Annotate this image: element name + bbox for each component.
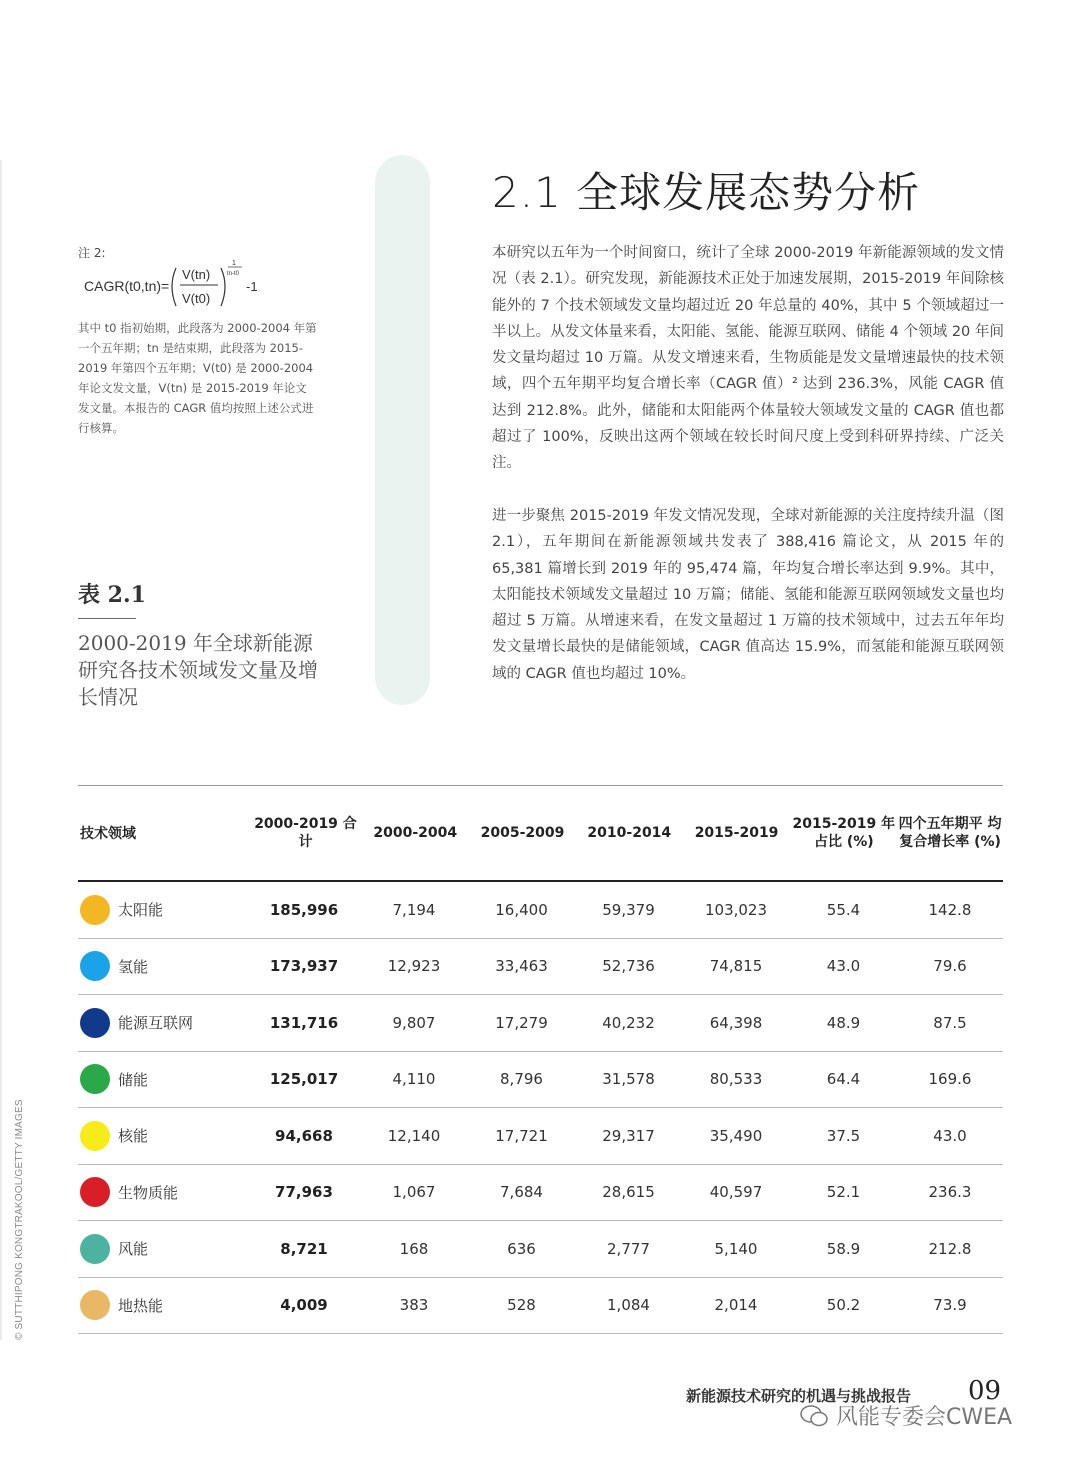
cell-share: 50.2 (826, 1296, 861, 1315)
cell-share: 55.4 (826, 900, 861, 919)
cell-2000-2004: 383 (399, 1296, 429, 1315)
table-row (78, 939, 1003, 996)
cell-share: 64.4 (826, 1070, 861, 1089)
paragraph-1: 本研究以五年为一个时间窗口，统计了全球 2000-2019 年新能源领域的发文情况（表 2.1）。研究发现，新能源技术正处于加速发展期，2015-2019 年间除核能外的 7 个技术领域发文量均超过近 20 年总量的 40%，其中 5 个领域超过一半以上。从发文体量来看，太阳能、氢能、能源互联网、储能 4 个领域 20 年间发文量均超过 10 万篇。从发文增速来看，生物质能是发文量增速最快的技术领域，四个五年期平均复合增长率（CAGR 值）² 达到 236.3%，风能 CAGR 值达到 212.8%。此外，储能和太阳能两个体量较大领域发文量的 CAGR 值也都超过了 100%，反映出这两个领域在较长时间尺度上受到科研界持续、广泛关注。 (492, 245, 1004, 472)
cell-2015-2019: 2,014 (714, 1296, 758, 1315)
table-row (78, 1108, 1003, 1165)
paragraph-2: 进一步聚焦 2015-2019 年发文情况发现，全球对新能源的关注度持续升温（图 2.1），五年期间在新能源领域共发表了 388,416 篇论文，从 2015 年的 65,381 篇增长到 2019 年的 95,474 篇，年均复合增长率达到 9.9%。其中，太阳能技术领域发文量超过 10 万篇；储能、氢能和能源互联网领域发文量也均超过 5 万篇。从增速来看，在发文量超过 1 万篇的技术领域中，过去五年年均发文量增长最快的是储能领域，CAGR 值高达 15.9%，而氢能和能源互联网领域的 CAGR 值也均超过 10%。 (492, 508, 1004, 682)
note-label: 注 2: (78, 246, 106, 260)
table-header-row (78, 786, 1003, 882)
cell-2005-2009: 636 (507, 1239, 536, 1258)
domain-name: 太阳能 (118, 901, 164, 920)
cell-2000-2004: 12,140 (387, 1126, 441, 1145)
cell-total: 131,716 (269, 1013, 339, 1032)
cell-2015-2019: 40,597 (709, 1183, 763, 1202)
cell-2010-2014: 2,777 (607, 1239, 650, 1258)
cell-share: 48.9 (826, 1013, 861, 1032)
table-caption: 2000-2019 年全球新能源研究各技术领域发文量及增长情况 (78, 631, 318, 709)
domain-name: 风能 (118, 1240, 149, 1259)
cell-2005-2009: 17,279 (495, 1013, 548, 1032)
formula-numerator: V(tn) (182, 267, 211, 282)
table-row (78, 1221, 1003, 1278)
cell-domain (78, 1008, 248, 1038)
cell-total: 94,668 (275, 1126, 333, 1145)
cell-cagr: 169.6 (928, 1070, 972, 1089)
table-row (78, 1052, 1003, 1109)
cell-total: 77,963 (275, 1183, 333, 1202)
cell-2000-2004: 12,923 (387, 957, 441, 976)
cell-domain (78, 1064, 248, 1094)
cell-cagr: 212.8 (928, 1239, 972, 1258)
table-row (78, 882, 1003, 939)
cell-2015-2019: 103,023 (704, 900, 768, 919)
domain-name: 生物质能 (118, 1183, 179, 1202)
cell-share: 52.1 (826, 1183, 861, 1202)
cell-2000-2004: 168 (399, 1239, 429, 1258)
header-period-3: 2010-2014 (587, 825, 672, 841)
cell-cagr: 43.0 (933, 1126, 967, 1145)
table-row (78, 1278, 1003, 1335)
cell-total: 4,009 (280, 1296, 328, 1315)
watermark-text: 风能专委会CWEA (836, 1405, 1013, 1430)
cell-2005-2009: 528 (507, 1296, 536, 1315)
cell-cagr: 73.9 (933, 1296, 967, 1315)
domain-name: 储能 (118, 1070, 149, 1089)
domain-color-dot (80, 895, 110, 925)
cell-domain (78, 895, 248, 925)
cell-domain (78, 951, 248, 981)
cell-total: 125,017 (269, 1070, 339, 1089)
formula-exp-numerator: 1 (232, 260, 236, 267)
data-table (78, 785, 1003, 1334)
domain-color-dot (80, 1234, 110, 1264)
cell-total: 185,996 (269, 900, 339, 919)
cell-2010-2014: 29,317 (602, 1126, 655, 1145)
decorative-pill (375, 155, 430, 705)
cell-domain (78, 1177, 248, 1207)
cell-domain (78, 1290, 248, 1320)
domain-color-dot (80, 1064, 110, 1094)
formula-exp-denominator: tn-t0 (227, 271, 240, 277)
watermark (800, 1400, 1012, 1431)
cell-share: 43.0 (826, 957, 861, 976)
cell-2010-2014: 52,736 (602, 957, 655, 976)
domain-color-dot (80, 1290, 110, 1320)
cell-2015-2019: 80,533 (709, 1070, 763, 1089)
header-period-1: 2000-2004 (373, 825, 458, 841)
cell-2005-2009: 17,721 (495, 1126, 548, 1145)
cell-2005-2009: 7,684 (500, 1183, 543, 1202)
cagr-formula (84, 256, 274, 315)
cell-share: 37.5 (826, 1126, 861, 1145)
wechat-icon (800, 1405, 828, 1427)
cell-2005-2009: 16,400 (495, 900, 548, 919)
cell-2005-2009: 33,463 (495, 957, 548, 976)
cell-2010-2014: 1,084 (607, 1296, 650, 1315)
domain-name: 氢能 (118, 957, 149, 976)
cell-2015-2019: 5,140 (714, 1239, 758, 1258)
cell-cagr: 79.6 (933, 957, 967, 976)
page-number: 09 (968, 1376, 1002, 1406)
cell-cagr: 142.8 (928, 900, 972, 919)
domain-name: 核能 (118, 1127, 149, 1146)
cell-total: 8,721 (280, 1239, 328, 1258)
formula-tail: -1 (246, 279, 258, 294)
domain-color-dot (80, 1177, 110, 1207)
page-edge-line (0, 160, 2, 1340)
cell-domain (78, 1121, 248, 1151)
domain-color-dot (80, 1121, 110, 1151)
cell-2010-2014: 59,379 (602, 900, 655, 919)
formula-denominator: V(t0) (182, 291, 211, 306)
cell-2000-2004: 4,110 (392, 1070, 436, 1089)
header-total: 2000-2019 合计 (254, 816, 357, 850)
domain-name: 地热能 (118, 1296, 164, 1315)
section-title: 2.1 全球发展态势分析 (492, 168, 921, 217)
photo-credit: © SUTTHIPONG KONGTRAKOOL/GETTY IMAGES (14, 1099, 25, 1340)
cell-total: 173,937 (269, 957, 339, 976)
header-period-2: 2005-2009 (480, 825, 565, 841)
cell-2000-2004: 7,194 (392, 900, 436, 919)
caption-rule (78, 618, 136, 619)
cell-2015-2019: 35,490 (709, 1126, 763, 1145)
cell-2000-2004: 1,067 (392, 1183, 436, 1202)
cell-2005-2009: 8,796 (500, 1070, 543, 1089)
cell-cagr: 87.5 (933, 1013, 967, 1032)
note-text: 其中 t0 指初始期，此段落为 2000-2004 年第一个五年期；tn 是结束期，此段落为 2015-2019 年第四个五年期；V(t0) 是 2000-2004 年论文发文量，V(tn) 是 2015-2019 年论文发文量。本报告的 CAGR 值均按照上述公式进行核算。 (78, 321, 317, 435)
cell-2010-2014: 31,578 (602, 1070, 655, 1089)
cell-domain (78, 1234, 248, 1264)
footer-report-title: 新能源技术研究的机遇与挑战报告 (686, 1387, 912, 1405)
header-share: 2015-2019 年 占比 (%) (792, 816, 896, 850)
domain-name: 能源互联网 (118, 1014, 194, 1033)
table-label: 表 2.1 (78, 582, 146, 608)
header-cagr: 四个五年期平 均复合增长率 (%) (898, 816, 1002, 850)
header-domain: 技术领域 (80, 826, 136, 842)
cell-share: 58.9 (826, 1239, 861, 1258)
cell-cagr: 236.3 (928, 1183, 972, 1202)
cell-2015-2019: 74,815 (709, 957, 763, 976)
cell-2015-2019: 64,398 (709, 1013, 763, 1032)
cell-2010-2014: 28,615 (602, 1183, 655, 1202)
domain-color-dot (80, 951, 110, 981)
table-row (78, 1165, 1003, 1222)
cell-2010-2014: 40,232 (602, 1013, 655, 1032)
cell-2000-2004: 9,807 (392, 1013, 436, 1032)
domain-color-dot (80, 1008, 110, 1038)
table-row (78, 995, 1003, 1052)
table-body (78, 882, 1003, 1334)
header-period-4: 2015-2019 (694, 825, 779, 841)
formula-lhs: CAGR(t0,tn)= (84, 278, 170, 294)
